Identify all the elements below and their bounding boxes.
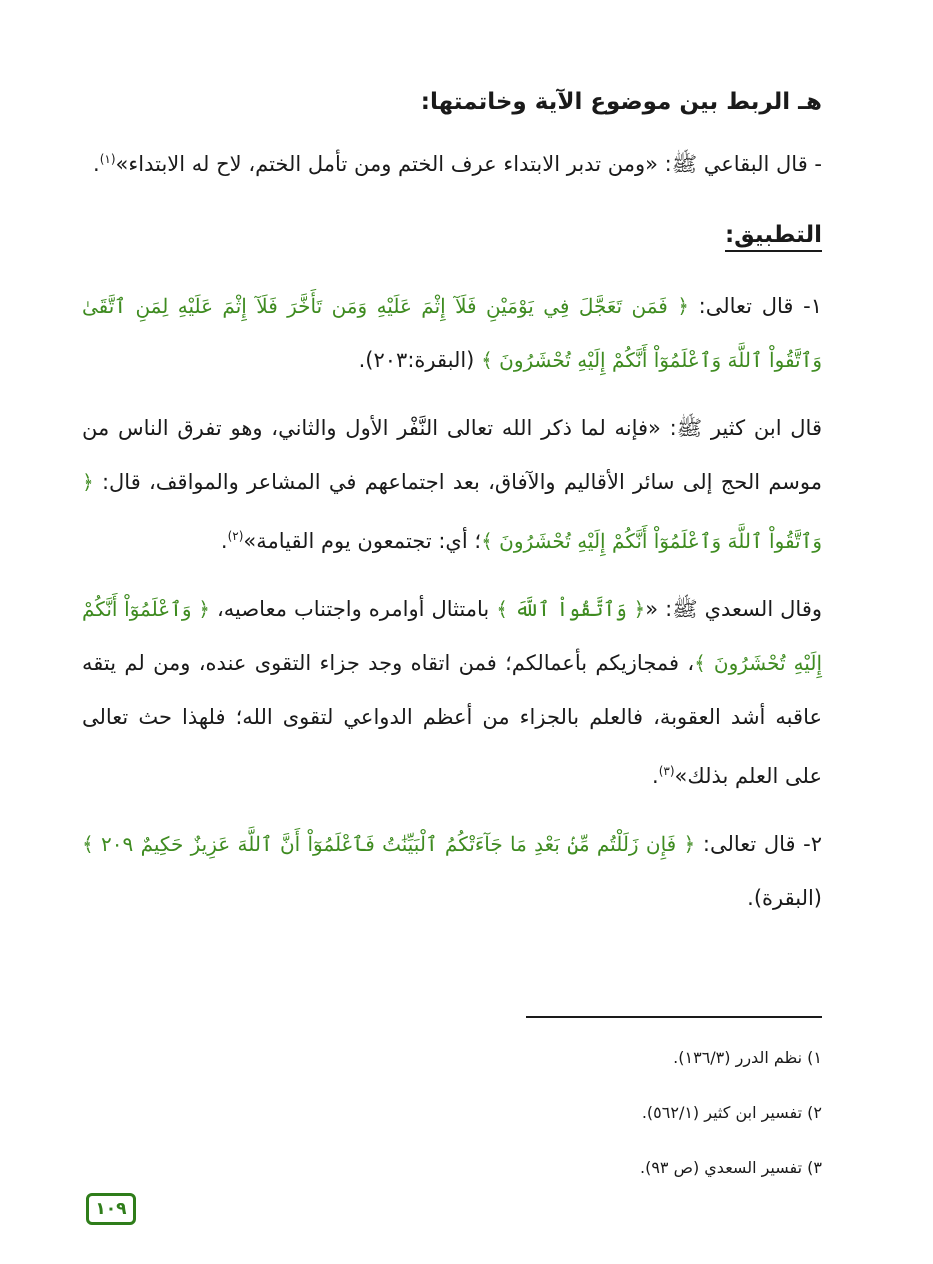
example-2	[82, 817, 822, 925]
footnotes	[82, 1030, 822, 1195]
ibn-kathir-paragraph	[82, 401, 822, 568]
section-heading: هـ الربط بين موضوع الآية وخاتمتها:	[420, 89, 822, 115]
application-heading	[82, 205, 822, 265]
saadi-paragraph	[82, 582, 822, 803]
page-body	[82, 72, 822, 925]
intro-text: - قال البقاعي ﷺ: «ومن تدبر الابتداء عرف الختم ومن تأمل الختم، لاح له الابتداء»	[115, 152, 822, 176]
example-1-number: ١- قال تعالى:	[688, 294, 822, 318]
example-1-verse: ﴿ فَمَن تَعَجَّلَ فِي يَوْمَيْنِ فَلَآ إِثْمَ عَلَيْهِ وَمَن تَأَخَّرَ فَلَآ إِثْمَ عَلَيْهِ لِمَنِ ٱتَّقَىٰ وَٱتَّقُواْ ٱللَّهَ وَٱعْلَمُوٓاْ أَنَّكُمْ إِلَيْهِ تُحْشَرُونَ ﴾	[82, 294, 822, 372]
ibn-kathir-text: قال ابن كثير ﷺ: «فإنه لما ذكر الله تعالى النَّفْر الأول والثاني، وهو تفرق الناس من موسم الحج إلى سائر الأقاليم والآفاق، بعد اجتماعهم في المشاعر والمواقف، قال:	[82, 416, 822, 494]
footnote-3: ٣) تفسير السعدي (ص ٩٣).	[640, 1158, 822, 1177]
footnote-2: ٢) تفسير ابن كثير (٥٦٢/١).	[641, 1103, 822, 1122]
ibn-kathir-verse: ﴿ وَٱتَّقُواْ ٱللَّهَ وَٱعْلَمُوٓاْ أَنَّكُمْ إِلَيْهِ تُحْشَرُونَ ﴾	[82, 470, 822, 553]
example-2-number: ٢- قال تعالى:	[695, 832, 823, 856]
footnote-ref-2[interactable]: (٢)	[227, 529, 244, 543]
intro-end: .	[93, 152, 100, 176]
footnote-ref-1[interactable]: (١)	[99, 152, 116, 166]
ibn-kathir-end: .	[220, 529, 228, 553]
saadi-verse-1: ﴿ وَٱتَّقُواْ ٱللَّهَ ﴾	[496, 597, 646, 621]
example-1	[82, 279, 822, 387]
footnote-divider	[526, 1016, 822, 1018]
ibn-kathir-after: ؛ أي: تجتمعون يوم القيامة»	[243, 529, 482, 553]
application-heading-text: التطبيق:	[725, 222, 822, 252]
saadi-end: .	[652, 764, 659, 788]
saadi-opening: وقال السعدي ﷺ: «	[645, 597, 822, 621]
saadi-mid: بامتثال أوامره واجتناب معاصيه،	[209, 597, 497, 621]
saadi-rest: ، فمجازيكم بأعمالكم؛ فمن اتقاه وجد جزاء التقوى عنده، ومن لم يتقه عاقبه أشد العقوبة، فالعلم بالجزاء من أعظم الدواعي لتقوى الله؛ فلهذا حث تعالى على العلم بذلك»	[82, 651, 822, 788]
saadi-verse-2: ﴿ وَٱعْلَمُوٓاْ أَنَّكُمْ إِلَيْهِ تُحْشَرُونَ ﴾	[82, 597, 822, 675]
intro-paragraph	[82, 132, 822, 191]
page-number: ١٠٩	[86, 1193, 136, 1225]
example-1-source: (البقرة:٢٠٣).	[358, 348, 482, 372]
footnote-ref-3[interactable]: (٣)	[658, 764, 675, 778]
example-2-verse: ﴿ فَإِن زَلَلْتُم مِّنۢ بَعْدِ مَا جَآءَتْكُمُ ٱلْبَيِّنَٰتُ فَٱعْلَمُوٓاْ أَنَّ ٱللَّهَ عَزِيزٌ حَكِيمٌ ٢٠٩ ﴾	[82, 832, 696, 856]
example-2-source: (البقرة).	[747, 886, 822, 910]
footnote-1: ١) نظم الدرر (١٣٦/٣).	[673, 1048, 822, 1067]
